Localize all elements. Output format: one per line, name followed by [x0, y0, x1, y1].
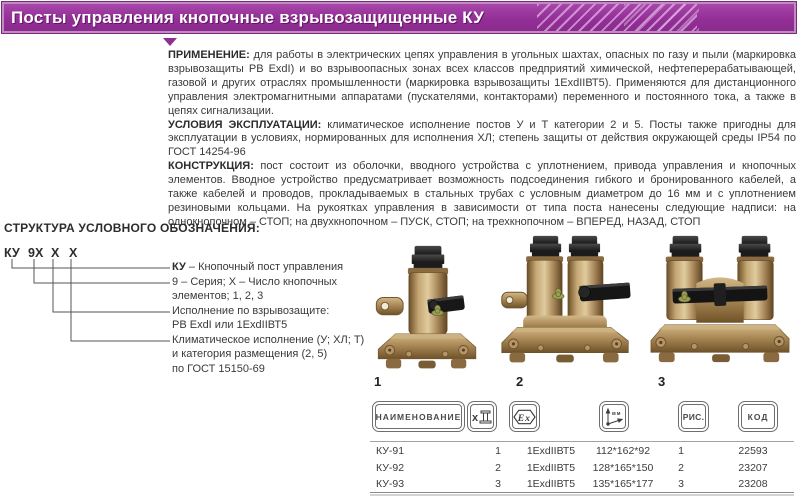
- figure-3-label: 3: [658, 374, 666, 389]
- header-bar: [2, 2, 796, 33]
- cell-buttons: 1: [495, 445, 501, 457]
- cell-dimensions: 128*165*150: [592, 461, 654, 474]
- legend-ex-line1: Исполнение по взрывозащите:: [172, 305, 330, 317]
- code-column-header: [738, 401, 778, 432]
- legend-ku-bold: КУ: [172, 261, 186, 273]
- operating-conditions-text: климатическое исполнение постов У и Т категории 2 и 5. Посты также пригодны для эксплуатации в условиях, нормированных для исполнения ХЛ; степень защиты от действия окружающей среды IP54 по ГОСТ 14254-96: [168, 118, 796, 159]
- code-part-9x: 9Х: [28, 246, 44, 260]
- cell-figure: 3: [678, 478, 684, 490]
- cell-figure: 1: [678, 445, 684, 457]
- section-marker-triangle-icon: [163, 38, 177, 46]
- legend-climate-line2: и категория размещения (2, 5): [172, 348, 328, 361]
- construction-text: пост состоит из оболочки, вводного устройства с уплотнением, привода управления и кнопочных элементов. Вводное устройство предусматривает возможность подсоединения гибкого и бронированного кабелей, а также кабелей и проводов, прокладываемых в стальных трубах с условным диаметром до 16 мм и с уплотнением резиновыми кольцами. На рукоятках управления в зависимости от типа поста нанесены следующие надписи: на однокнопочном – СТОП; на двухкнопочном – ПУСК, СТОП; на трехкнопочном – ВПЕРЕД, НАЗАД, СТОП: [168, 160, 796, 228]
- cell-name: КУ-92: [376, 461, 405, 474]
- button-count-column-header: [467, 401, 497, 432]
- product-photo-ku92: [492, 230, 640, 376]
- legend-climate-line3: по ГОСТ 15150-69: [172, 362, 265, 375]
- cell-dimensions: 135*165*177: [592, 478, 654, 490]
- cell-name: КУ-91: [376, 445, 405, 457]
- operating-conditions-label: УСЛОВИЯ ЭКСПЛУАТАЦИИ:: [168, 118, 322, 131]
- cell-code: 22593: [738, 445, 768, 457]
- description-text: [168, 49, 796, 230]
- cell-dimensions: 112*162*92: [595, 445, 651, 457]
- svg-text:x: x: [472, 411, 480, 424]
- name-column-label: НАИМЕНОВАНИЕ: [375, 404, 462, 429]
- svg-text:Ex: Ex: [517, 412, 531, 424]
- legend-climate-line1: Климатическое исполнение (У; ХЛ; Т): [172, 334, 365, 346]
- ex-marking-icon: [513, 408, 536, 426]
- ex-marking-column-header: [509, 401, 540, 432]
- construction-paragraph: [168, 160, 796, 230]
- table-row-ku91: [370, 444, 794, 461]
- designation-tree-lines: [0, 258, 180, 350]
- construction-label: КОНСТРУКЦИЯ:: [168, 160, 254, 173]
- legend-item-climate: [172, 333, 364, 376]
- code-part-x1: Х: [51, 246, 60, 260]
- figure-column-label: РИС.: [681, 404, 706, 429]
- dimensions-column-header: [599, 401, 629, 432]
- header-stripes-decoration-2: [624, 4, 699, 31]
- cell-ex-marking: 1ExdIIВТ5: [526, 478, 576, 490]
- cell-code: 23208: [738, 478, 768, 490]
- code-column-label: КОД: [741, 404, 775, 429]
- mm-unit-text: мм: [612, 410, 622, 417]
- application-paragraph: [168, 49, 796, 119]
- spec-table: [370, 399, 798, 497]
- cell-buttons: 3: [495, 478, 501, 490]
- page-title: Посты управления кнопочные взрывозащищенные КУ: [11, 7, 485, 27]
- operating-conditions-paragraph: [168, 119, 796, 161]
- legend-ku-text: – Кнопочный пост управления: [185, 261, 344, 273]
- legend-item-series: [172, 275, 337, 304]
- dimensions-mm-icon: [603, 407, 625, 427]
- legend-series-line2: элементов; 1, 2, 3: [172, 290, 264, 303]
- table-row-ku92: [370, 461, 794, 478]
- cell-name: КУ-93: [376, 478, 405, 490]
- table-rows: [370, 441, 794, 493]
- structure-heading: СТРУКТУРА УСЛОВНОГО ОБОЗНАЧЕНИЯ:: [4, 221, 260, 235]
- table-row-ku93: [370, 477, 794, 494]
- name-column-header: [372, 401, 465, 432]
- cell-code: 23207: [738, 461, 768, 474]
- code-part-x2: Х: [69, 246, 78, 260]
- application-text: для работы в электрических цепях управления в угольных шахтах, опасных по газу и пыли (маркировка взрывозащиты РВ ExdI) и во взрывоопасных зонах всех классов предприятий химической, нефтеперерабатывающей, газовой и других отраслях промышленности (маркировка взрывозащиты 1ExdIIВТ5). Применяются для дистанционного управления электромагнитными аппаратами (пускателями, контакторами) переменного и постоянного тока, а также в цепях сигнализации.: [168, 49, 796, 117]
- cell-ex-marking: 1ExdIIВТ5: [526, 461, 576, 474]
- figure-column-header: [678, 401, 709, 432]
- figure-2-label: 2: [516, 374, 524, 389]
- product-photo-ku93: [644, 228, 796, 376]
- button-count-icon: [471, 408, 493, 426]
- legend-item-ku: [172, 260, 343, 274]
- cell-buttons: 2: [495, 461, 501, 474]
- legend-item-ex-protection: [172, 304, 329, 333]
- legend-ex-line2: РВ ExdI или 1ExdIIВТ5: [172, 319, 288, 332]
- figure-1-label: 1: [374, 374, 382, 389]
- cell-ex-marking: 1ExdIIВТ5: [526, 445, 576, 457]
- code-part-ku: КУ: [4, 246, 20, 260]
- product-photo-ku91: [364, 242, 492, 376]
- legend-series-line1: 9 – Серия; Х – Число кнопочных: [172, 276, 338, 288]
- application-label: ПРИМЕНЕНИЕ:: [168, 49, 250, 61]
- cell-figure: 2: [678, 461, 684, 474]
